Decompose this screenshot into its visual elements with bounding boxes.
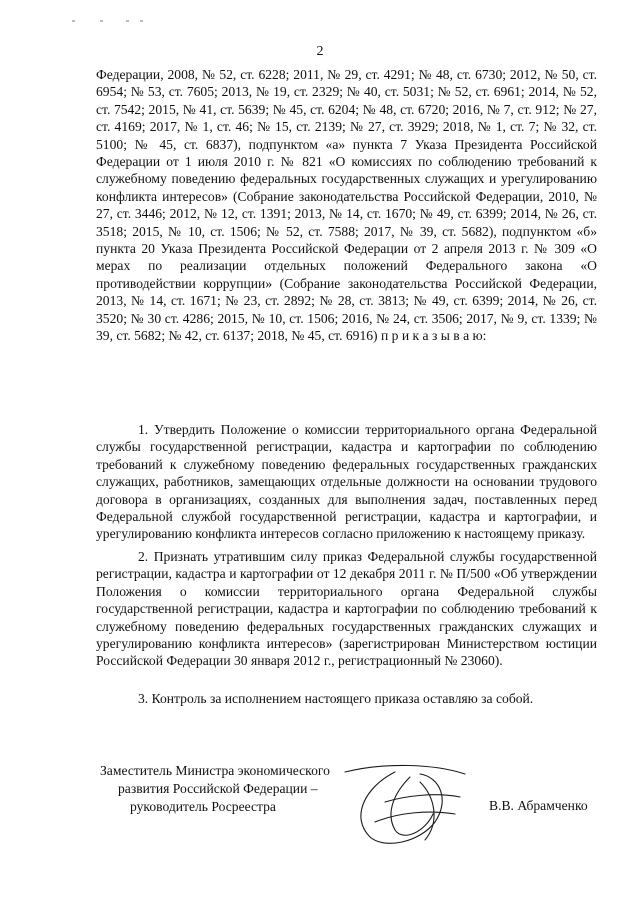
signatory-name: В.В. Абрамченко [489, 798, 588, 813]
order-item-2: 2. Признать утратившим силу приказ Федеральной службы государственной регистрации, кадастра и картографии от 12 декабря 2011 г. № П/500 «Об утверждении Положения о комиссии территориального органа Федеральной службы государственной регистрации, кадастра и картографии по соблюдению требований к служебному поведению федеральных государственных гражданских служащих и урегулированию конфликта интересов» (зарегистрирован Министерством юстиции Российской Федерации 30 января 2012 г., регистрационный № 23060). [96, 549, 597, 669]
handwritten-signature [325, 752, 475, 852]
signatory-title-line-1: Заместитель Министра экономического [100, 763, 330, 778]
intro-paragraph: Федерации, 2008, № 52, ст. 6228; 2011, № 29, ст. 4291; № 48, ст. 6730; 2012, № 50, ст. 6954; № 53, ст. 7605; 2013, № 19, ст. 2329; № 40, ст. 5031; № 52, ст. 6961; 2014, № 52, ст. 7542; 2015, № 41, ст. 5639; № 45, ст. 6204; № 48, ст. 6720; 2016, № 7, ст. 912; № 27, ст. 4169; 2017, № 1, ст. 46; № 15, ст. 2139; № 27, ст. 3929; 2018, № 1, ст. 7; № 32, ст. 5100; № 45, ст. 6837), подпунктом «а» пункта 7 Указа Президента Российской Федерации от 1 июля 2010 г. № 821 «О комиссиях по соблюдению требований к служебному поведению федеральных государственных служащих и урегулированию конфликта интересов» (Собрание законодательства Российской Федерации, 2010, № 27, ст. 3446; 2012, № 12, ст. 1391; 2013, № 14, ст. 1670; № 49, ст. 6399; 2014, № 26, ст. 3518; 2015, № 10, ст. 1506; № 52, ст. 7588; 2017, № 39, ст. 5682), подпунктом «б» пункта 20 Указа Президента Российской Федерации от 2 апреля 2013 г. № 309 «О мерах по реализации отдельных положений Федерального закона «О противодействии коррупции» (Собрание законодательства Российской Федерации, 2013, № 14, ст. 1671; № 23, ст. 2892; № 28, ст. 3813; № 49, ст. 6399; 2014, № 26, ст. 3520; № 30 ст. 4286; 2015, № 10, ст. 1506; 2016, № 24, ст. 3506; 2017, № 9, ст. 1339; № 39, ст. 5682; № 42, ст. 6137; 2018, № 45, ст. 6916) п р и к а з ы в а ю: [96, 67, 597, 344]
scan-marks [70, 16, 150, 26]
order-item-3: 3. Контроль за исполнением настоящего приказа оставляю за собой. [138, 691, 534, 706]
signatory-title-line-2: развития Российской Федерации – [118, 781, 318, 796]
signatory-title-line-3: руководитель Росреестра [130, 799, 276, 814]
page-number: 2 [316, 44, 324, 59]
order-item-1: 1. Утвердить Положение о комиссии территориального органа Федеральной службы государственной регистрации, кадастра и картографии по соблюдению требований к служебному поведению федеральных государственных гражданских служащих, работников, замещающих отдельные должности на основании трудового договора в организациях, созданных для выполнения задач, поставленных перед Федеральной службой государственной регистрации, кадастра и картографии, и урегулированию конфликта интересов согласно приложению к настоящему приказу. [96, 422, 597, 542]
